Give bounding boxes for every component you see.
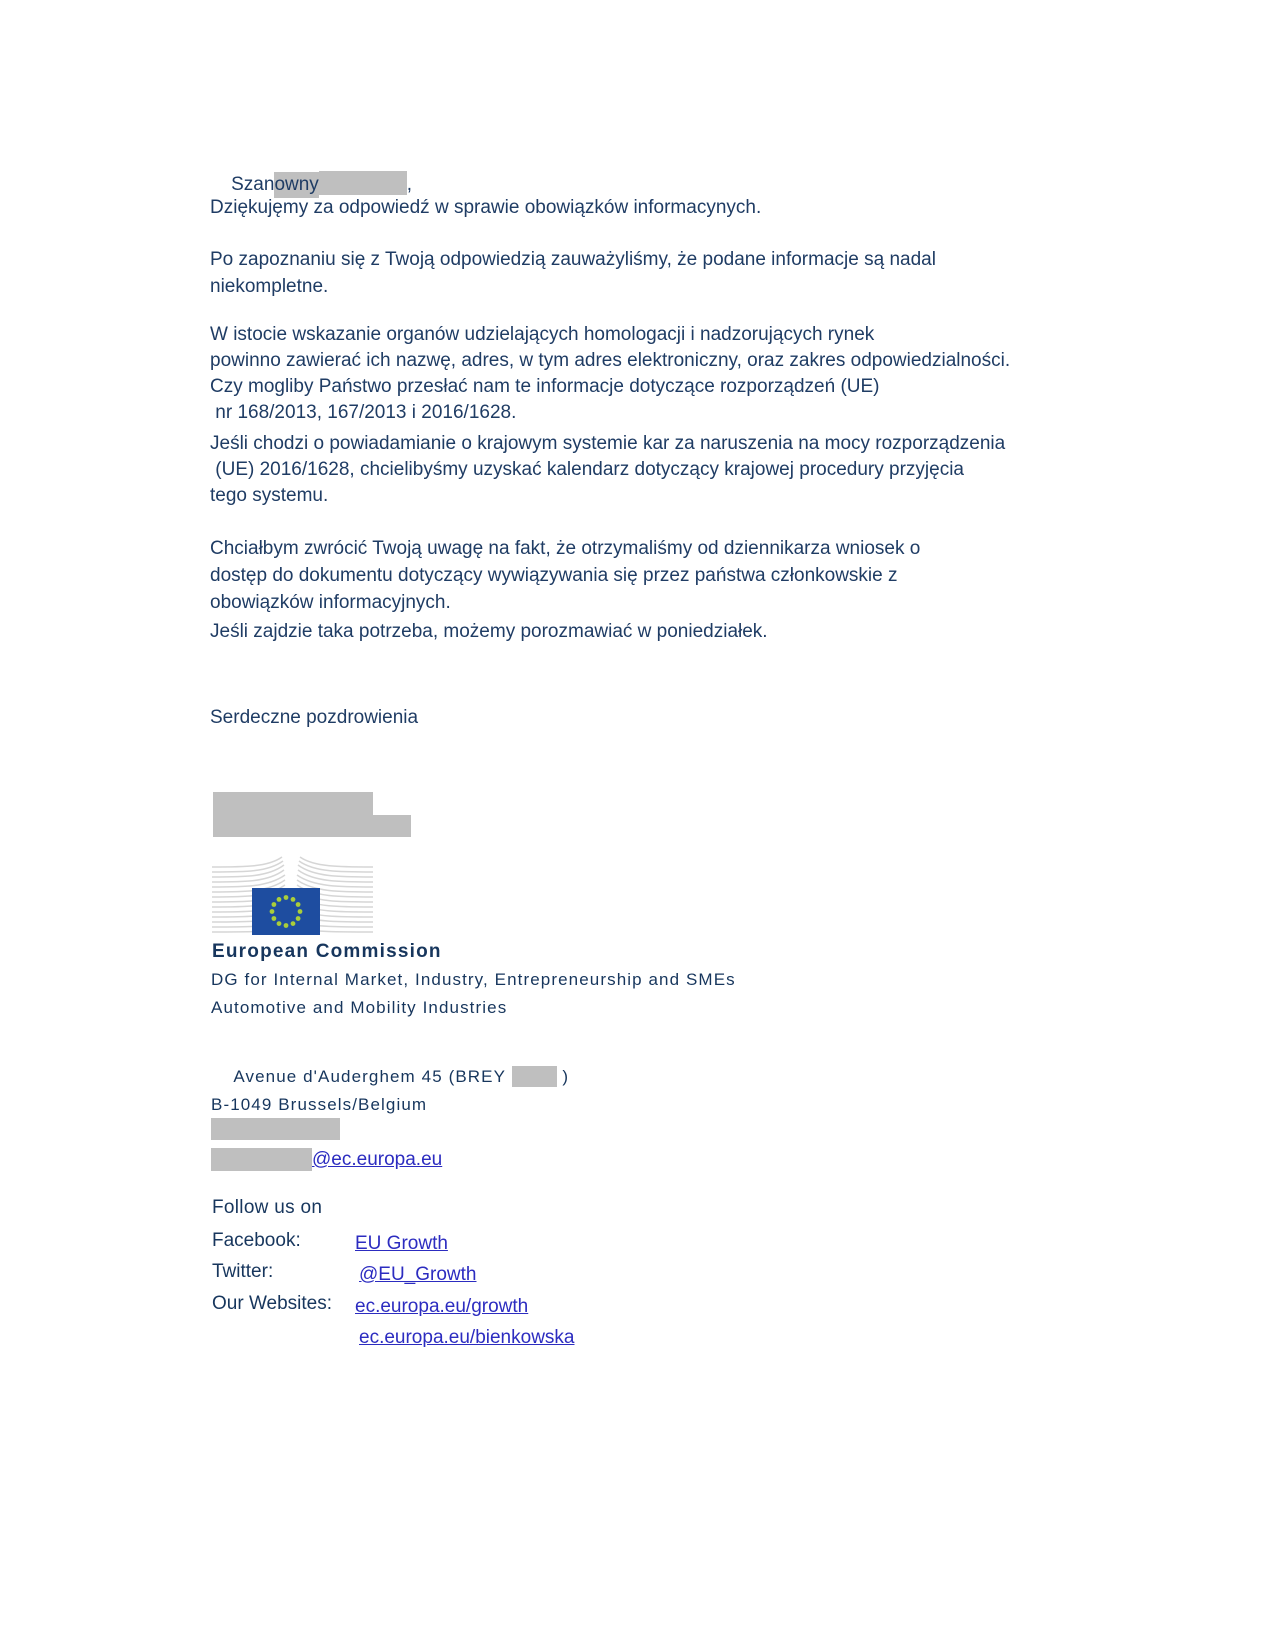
paragraph-line: Czy mogliby Państwo przesłać nam te informacje dotyczące rozporządzeń (UE) <box>210 376 880 397</box>
paragraph-line: Jeśli chodzi o powiadamianie o krajowym systemie kar za naruszenia na mocy rozporządzenia <box>210 433 1006 454</box>
eu-flag-icon <box>252 888 320 935</box>
redacted-email-local-part <box>211 1148 312 1171</box>
redacted-name <box>319 171 407 195</box>
european-commission-logo-graphic <box>210 853 375 937</box>
social-row-websites <box>212 1293 528 1320</box>
social-row-websites-2 <box>212 1324 574 1351</box>
paragraph-line: tego systemu. <box>210 485 329 506</box>
paragraph-2 <box>210 246 936 300</box>
paragraph-line: powinno zawierać ich nazwę, adres, w tym adres elektroniczny, oraz zakres odpowiedzialności. <box>210 350 1011 371</box>
greeting-text-highlighted: owny <box>274 172 318 198</box>
paragraph-line: nr 168/2013, 167/2013 i 2016/1628. <box>210 402 517 423</box>
paragraph-line: (UE) 2016/1628, chcielibyśmy uzyskać kalendarz dotyczący krajowej procedury przyjęcia <box>210 459 964 480</box>
redacted-phone-line <box>211 1118 340 1140</box>
paragraph-5 <box>210 535 920 616</box>
paragraph-line: obowiązków informacyjnych. <box>210 592 451 613</box>
paragraph-3 <box>210 322 1010 426</box>
social-row-twitter <box>212 1261 477 1288</box>
address-text-after: ) <box>556 1067 570 1086</box>
paragraph-line: W istocie wskazanie organów udzielających homologacji i nadzorujących rynek <box>210 324 875 345</box>
email-link[interactable]: @ec.europa.eu <box>312 1149 443 1170</box>
signature-unit: Automotive and Mobility Industries <box>211 998 508 1017</box>
paragraph-line: Jeśli zajdzie taka potrzeba, możemy porozmawiać w poniedziałek. <box>210 621 768 642</box>
growth-website-link[interactable]: ec.europa.eu/growth <box>355 1296 529 1317</box>
social-row-facebook <box>212 1230 448 1257</box>
signature-city: B-1049 Brussels/Belgium <box>211 1095 428 1114</box>
redacted-office-number <box>512 1066 557 1087</box>
paragraph-1 <box>210 194 761 221</box>
twitter-label: Twitter: <box>212 1261 274 1282</box>
follow-us-heading: Follow us on <box>212 1197 323 1218</box>
paragraph-line: Chciałbym zwrócić Twoją uwagę na fakt, że otrzymaliśmy od dziennikarza wniosek o <box>210 538 921 559</box>
facebook-label: Facebook: <box>212 1230 301 1251</box>
websites-label: Our Websites: <box>212 1293 333 1314</box>
signature-email-line <box>211 1146 442 1173</box>
signature-org: European Commission <box>212 941 442 962</box>
paragraph-line: niekompletne. <box>210 276 329 297</box>
facebook-link[interactable]: EU Growth <box>355 1233 448 1254</box>
greeting-text-start: Szan <box>231 174 275 195</box>
empty-label <box>212 1324 359 1351</box>
paragraph-line: Dziękujęmy za odpowiedź w sprawie obowiązków informacynych. <box>210 197 762 218</box>
paragraph-4 <box>210 431 1005 509</box>
redacted-signature-line-2 <box>213 815 411 837</box>
european-commission-logo <box>210 853 375 937</box>
paragraph-line: dostęp do dokumentu dotyczący wywiązywania się przez państwa członkowskie z <box>210 565 898 586</box>
bienkowska-website-link[interactable]: ec.europa.eu/bienkowska <box>359 1327 575 1348</box>
greeting-comma: , <box>406 174 413 195</box>
paragraph-line: Po zapoznaniu się z Twoją odpowiedzią zauważyliśmy, że podane informacje są nadal <box>210 249 936 270</box>
paragraph-6 <box>210 618 768 645</box>
closing-line: Serdeczne pozdrowienia <box>210 707 419 728</box>
address-text-before: Avenue d'Auderghem 45 (BREY <box>233 1067 512 1086</box>
twitter-link[interactable]: @EU_Growth <box>359 1264 477 1285</box>
redacted-signature-line-1 <box>213 792 373 815</box>
signature-dg: DG for Internal Market, Industry, Entrepreneurship and SMEs <box>211 970 736 989</box>
